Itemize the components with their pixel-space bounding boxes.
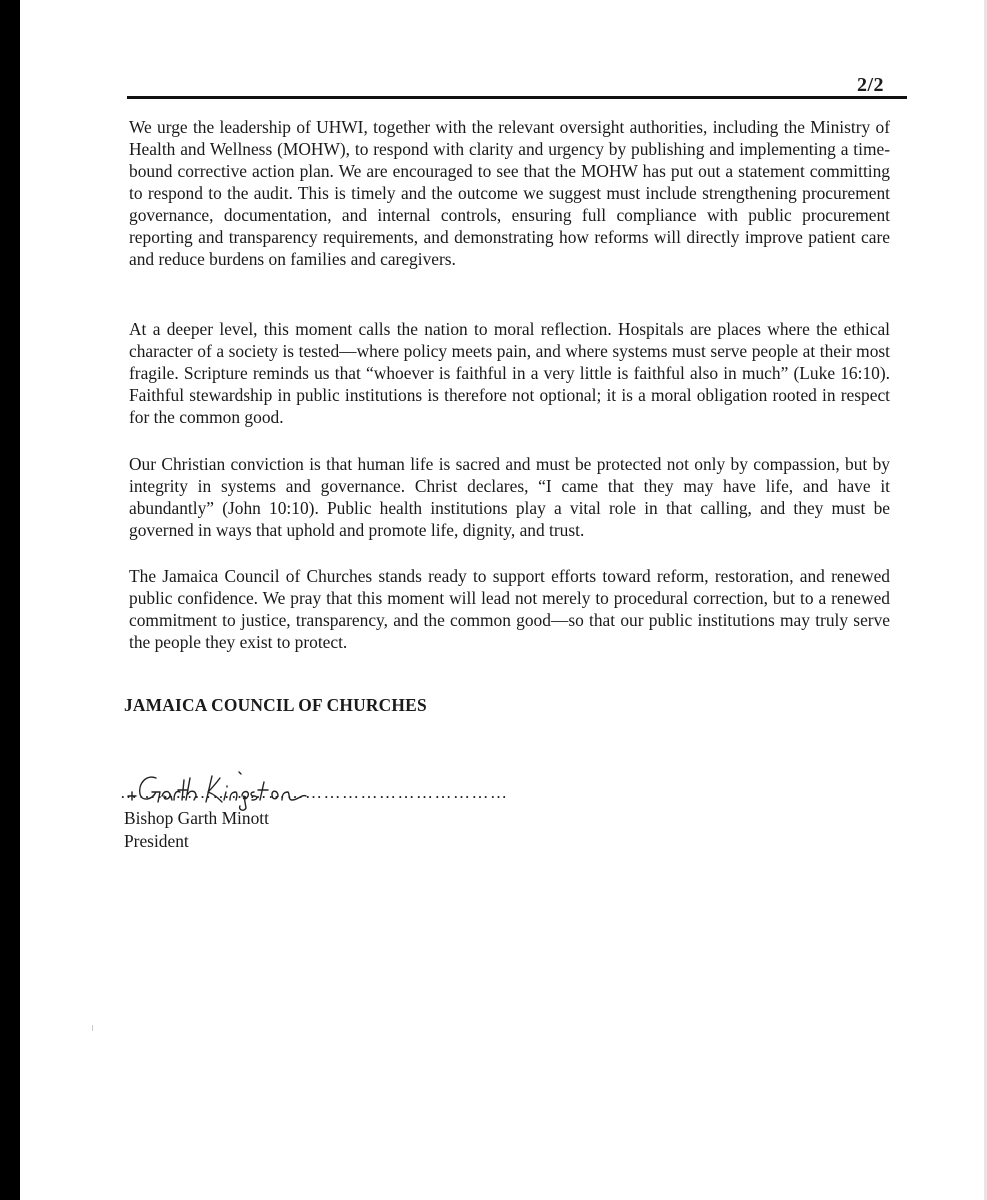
- header-rule: [127, 96, 907, 99]
- signer-name: Bishop Garth Minott: [124, 808, 269, 828]
- body-paragraph-4: The Jamaica Council of Churches stands ready to support efforts toward reform, restoration, and renewed public confidence. We pray that this moment will lead not merely to procedural correction, but to a renewed commitment to justice, transparency, and the common good—so that our public institutions may truly serve the people they exist to protect.: [129, 566, 890, 652]
- body-paragraph-2: At a deeper level, this moment calls the nation to moral reflection. Hospitals are places where the ethical character of a society is tested—where policy meets pain, and where systems must serve people at their most fragile. Scripture reminds us that “whoever is faithful in a very little is faithful also in much” (Luke 16:10). Faithful stewardship in public institutions is therefore not optional; it is a moral obligation rooted in respect for the common good.: [129, 319, 890, 427]
- organization-name: JAMAICA COUNCIL OF CHURCHES: [124, 695, 427, 715]
- page-number: 2/2: [857, 74, 885, 96]
- body-paragraph-3: Our Christian conviction is that human life is sacred and must be protected not only by compassion, but by integrity in systems and governance. Christ declares, “I came that they may have life, and have it abundantly” (John 10:10). Public health institutions play a vital role in that calling, and they must be governed in ways that uphold and promote life, dignity, and trust.: [129, 454, 890, 540]
- scan-speck: [92, 1025, 93, 1031]
- scan-left-edge: [0, 0, 20, 1200]
- handwritten-signature: [126, 766, 366, 814]
- signer-title: President: [124, 831, 189, 851]
- signature-dotted-line: ………………………………………………………: [120, 783, 509, 802]
- body-paragraph-1: We urge the leadership of UHWI, together with the relevant oversight authorities, including the Ministry of Health and Wellness (MOHW), to respond with clarity and urgency by publishing and implementing a time-bound corrective action plan. We are encouraged to see that the MOHW has put out a statement committing to respond to the audit. This is timely and the outcome we suggest must include strengthening procurement governance, documentation, and internal controls, ensuring full compliance with public procurement reporting and transparency requirements, and demonstrating how reforms will directly improve patient care and reduce burdens on families and caregivers.: [129, 117, 890, 269]
